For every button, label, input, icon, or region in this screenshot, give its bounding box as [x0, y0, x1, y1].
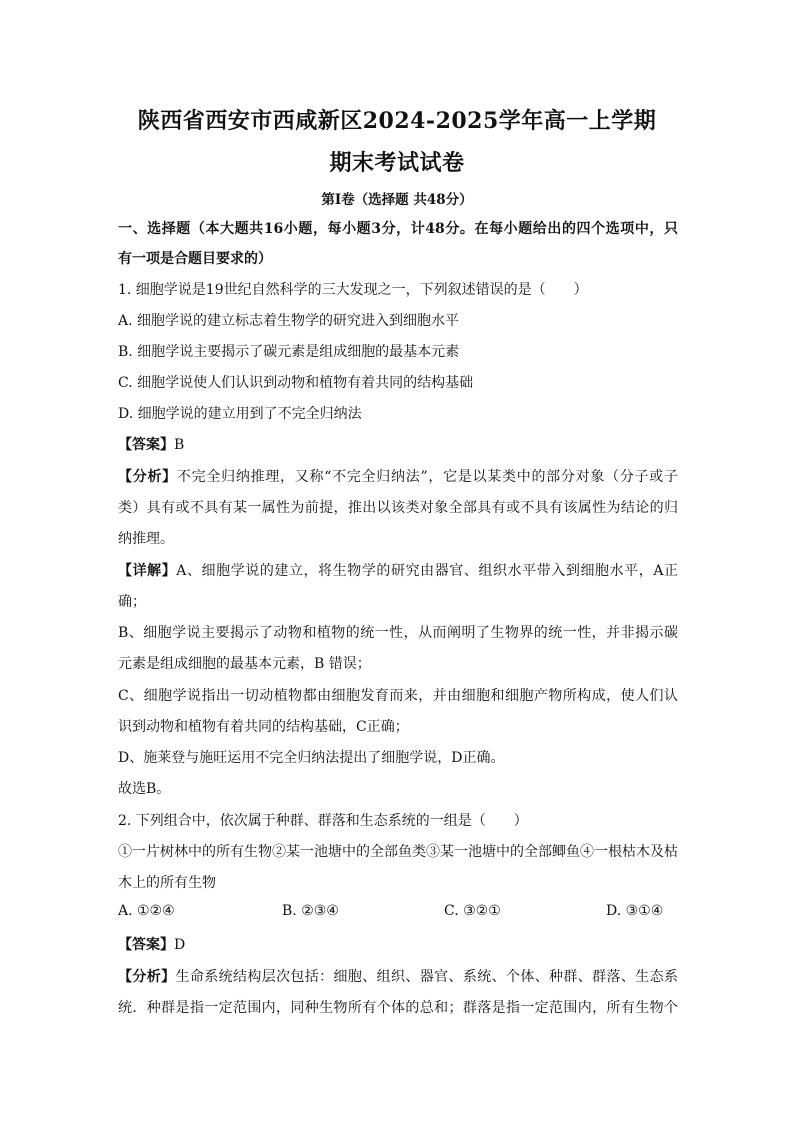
question-2-answer — [118, 934, 185, 954]
answer-value: B — [174, 437, 185, 453]
answer-tag: 【答案】 — [118, 437, 174, 453]
analysis-text: 生命系统结构层次包括：细胞、组织、器官、系统、个体、种群、群落、生态系 — [175, 969, 679, 985]
question-1-option-a: A. 细胞学说的建立标志着生物学的研究进入到细胞水平 — [118, 313, 460, 329]
question-2-analysis-line-1 — [118, 966, 678, 986]
question-1-detail-line-3: B、细胞学说主要揭示了动物和植物的统一性，从而阐明了生物界的统一性，并非揭示碳 — [118, 625, 678, 641]
question-1-option-b: B. 细胞学说主要揭示了碳元素是组成细胞的最基本元素 — [118, 344, 460, 360]
volume-title: 第Ⅰ卷（选择题 共48分） — [321, 192, 473, 208]
question-2-items-line-2: 木上的所有生物 — [118, 875, 216, 891]
answer-tag: 【答案】 — [118, 937, 174, 953]
answer-value: D — [174, 937, 186, 953]
question-2-stem: 2. 下列组合中，依次属于种群、群落和生态系统的一组是（ ） — [118, 813, 528, 829]
question-1-detail-line-7: D、施莱登与施旺运用不完全归纳法提出了细胞学说，D正确。 — [118, 750, 505, 766]
section-heading-line-1: 一、选择题（本大题共16小题，每小题3分，计48分。在每小题给出的四个选项中，只 — [118, 221, 678, 237]
section-heading-line-2: 有一项是合题目要求的） — [118, 251, 272, 267]
question-2-option-d: D. ③①④ — [606, 903, 664, 919]
question-1-conclusion: 故选B。 — [118, 781, 171, 797]
document-title-line-2: 期末考试试卷 — [329, 150, 465, 176]
question-2-option-b: B. ②③④ — [282, 903, 339, 919]
question-1-detail-line-6: 识到动物和植物有着共同的结构基础，C正确； — [118, 719, 409, 735]
question-2-analysis-line-2: 统．种群是指一定范围内，同种生物所有个体的总和；群落是指一定范围内，所有生物个 — [118, 1000, 678, 1016]
question-1-detail-line-4: 元素是组成细胞的最基本元素，B 错误； — [118, 656, 371, 672]
analysis-tag: 【分析】 — [118, 969, 176, 985]
question-2-option-c: C. ③②① — [444, 903, 501, 919]
question-1-analysis-line-3: 纳推理。 — [118, 531, 174, 547]
question-1-analysis-line-2: 类）具有或不具有某一属性为前提，推出以该类对象全部具有或不具有该属性为结论的归 — [118, 500, 678, 516]
question-1-analysis-line-1 — [118, 466, 678, 486]
question-1-detail-line-1 — [118, 560, 678, 580]
question-1-answer — [118, 434, 184, 454]
document-title-line-1: 陕西省西安市西咸新区2024-2025学年高一上学期 — [137, 108, 657, 134]
question-1-detail-line-5: C、细胞学说指出一切动植物都由细胞发育而来，并由细胞和细胞产物所构成，使人们认 — [118, 688, 678, 704]
question-1-detail-line-2: 确； — [118, 594, 146, 610]
analysis-tag: 【分析】 — [118, 469, 177, 485]
question-1-stem: 1. 细胞学说是19世纪自然科学的三大发现之一，下列叙述错误的是（ ） — [118, 282, 588, 298]
detail-tag: 【详解】 — [118, 563, 177, 579]
question-1-option-c: C. 细胞学说使人们认识到动物和植物有着共同的结构基础 — [118, 375, 474, 391]
detail-text: A、细胞学说的建立，将生物学的研究由器官、组织水平带入到细胞水平，A正 — [176, 563, 679, 579]
question-2-items-line-1: ①一片树林中的所有生物②某一池塘中的全部鱼类③某一池塘中的全部鲫鱼④一根枯木及枯 — [118, 844, 678, 860]
question-2-option-a: A. ①②④ — [118, 903, 175, 919]
question-1-option-d: D. 细胞学说的建立用到了不完全归纳法 — [118, 406, 362, 422]
analysis-text: 不完全归纳推理，又称“不完全归纳法”，它是以某类中的部分对象（分子或子 — [176, 469, 679, 485]
